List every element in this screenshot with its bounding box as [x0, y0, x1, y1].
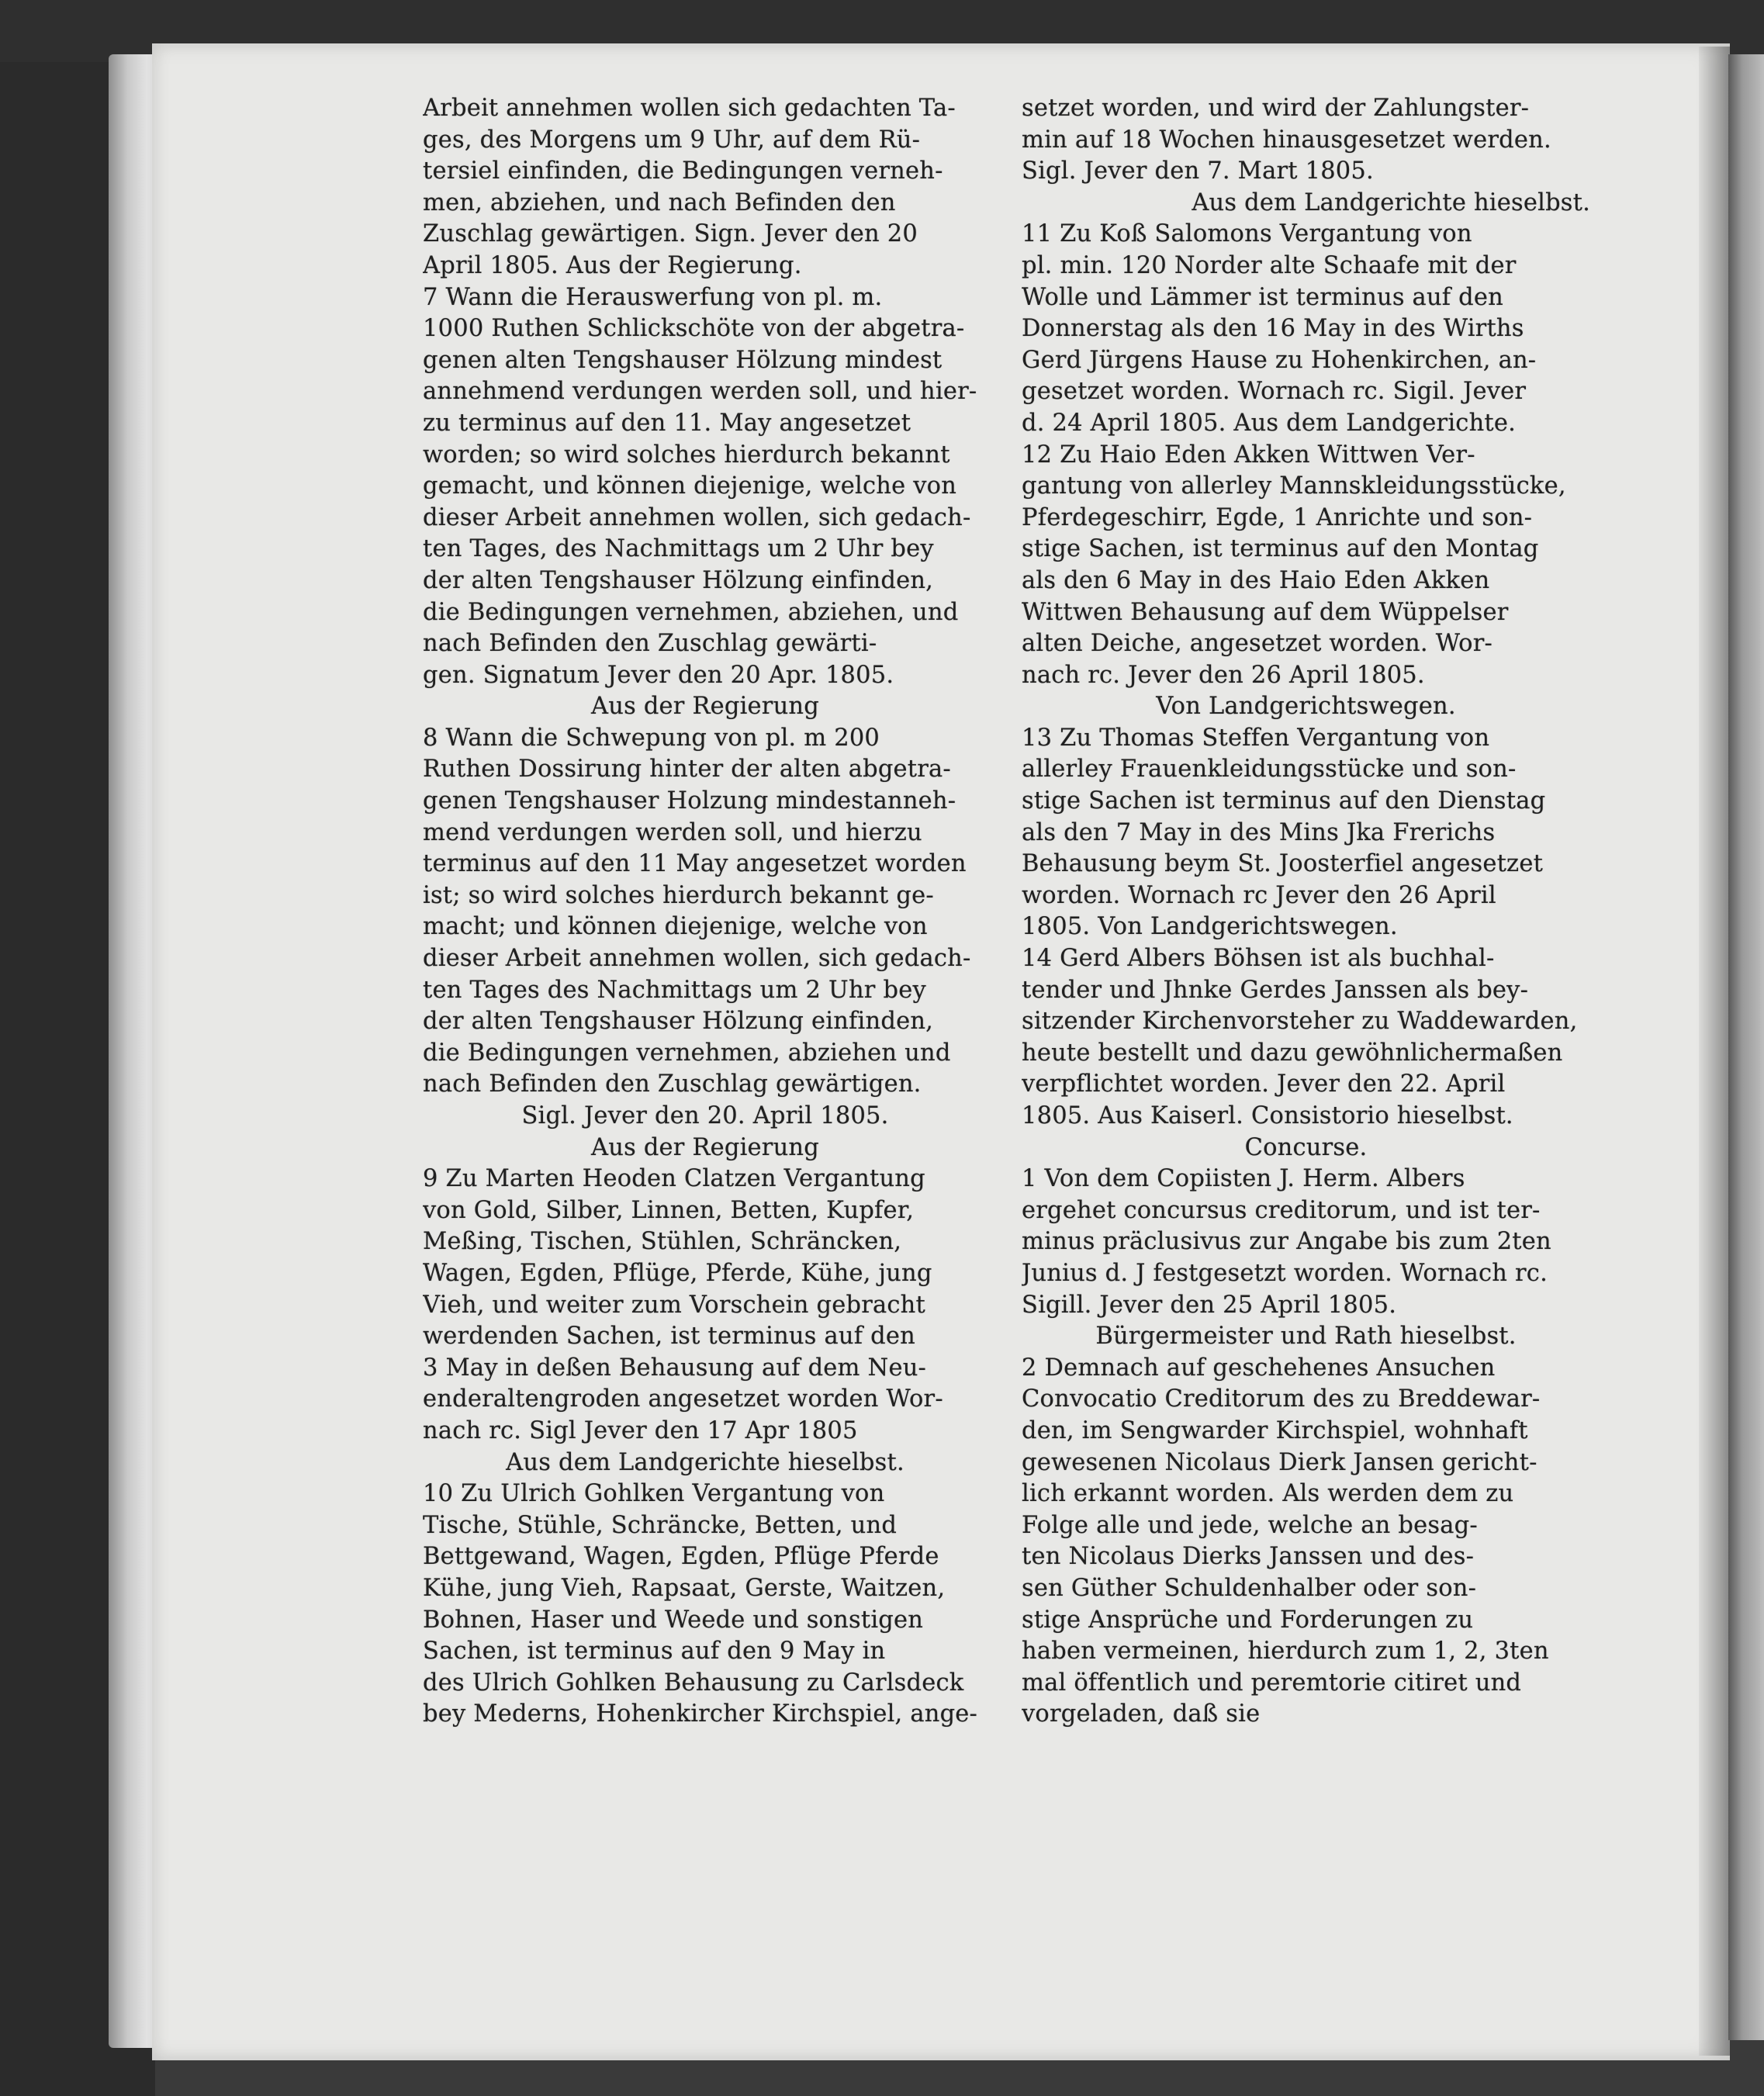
- text-line: nach Befinden den Zuschlag gewärtigen.: [423, 1070, 922, 1098]
- text-line: nach rc. Sigl Jever den 17 Apr 1805: [423, 1416, 858, 1444]
- text-line: ergehet concursus creditorum, und ist ter-: [1022, 1196, 1541, 1224]
- text-line: Wagen, Egden, Pflüge, Pferde, Kühe, jung: [423, 1259, 932, 1287]
- text-line: gemacht, und können diejenige, welche von: [423, 472, 957, 500]
- text-line: Von Landgerichtswegen.: [1156, 693, 1456, 721]
- text-line: Wittwen Behausung auf dem Wüppelser: [1022, 598, 1509, 626]
- text-line: nach Befinden den Zuschlag gewärti-: [423, 630, 877, 658]
- text-line: nach rc. Jever den 26 April 1805.: [1022, 661, 1425, 689]
- text-line: Bohnen, Haser und Weede und sonstigen: [423, 1606, 924, 1634]
- text-line: Donnerstag als den 16 May in des Wirths: [1022, 315, 1524, 343]
- text-line: 13 Zu Thomas Steffen Vergantung von: [1022, 724, 1490, 752]
- gutter-shadow: [1699, 47, 1730, 2056]
- text-line: Sigl. Jever den 20. April 1805.: [521, 1102, 889, 1129]
- text-line: Bürgermeister und Rath hieselbst.: [1095, 1323, 1517, 1351]
- text-line: Arbeit annehmen wollen sich gedachten Ta-: [423, 95, 956, 122]
- text-line: Gerd Jürgens Hause zu Hohenkirchen, an-: [1022, 346, 1537, 374]
- text-line: ten Nicolaus Dierks Janssen und des-: [1022, 1543, 1475, 1571]
- text-line: annehmend verdungen werden soll, und hier-: [423, 378, 977, 406]
- right-text-column: [1022, 93, 1590, 1731]
- text-line: men, abziehen, und nach Befinden den: [423, 189, 896, 216]
- text-line: Vieh, und weiter zum Vorschein gebracht: [423, 1291, 925, 1319]
- text-line: tender und Jhnke Gerdes Janssen als bey-: [1022, 976, 1529, 1004]
- text-line: 10 Zu Ulrich Gohlken Vergantung von: [423, 1480, 885, 1508]
- text-line: haben vermeinen, hierdurch zum 1, 2, 3ten: [1022, 1638, 1549, 1665]
- text-line: gesetzet worden. Wornach rc. Sigil. Jever: [1022, 378, 1527, 406]
- text-line: April 1805. Aus der Regierung.: [423, 251, 802, 279]
- text-line: die Bedingungen vernehmen, abziehen und: [423, 1039, 951, 1067]
- text-line: vorgeladen, daß sie: [1022, 1700, 1261, 1728]
- text-line: des Ulrich Gohlken Behausung zu Carlsdeck: [423, 1669, 964, 1697]
- text-line: tersiel einfinden, die Bedingungen verneh-: [423, 157, 943, 185]
- text-line: Behausung beym St. Joosterfiel angesetzet: [1022, 850, 1544, 878]
- text-line: Pferdegeschirr, Egde, 1 Anrichte und son-: [1022, 503, 1533, 531]
- text-line: die Bedingungen vernehmen, abziehen, und: [423, 598, 959, 626]
- text-line: ist; so wird solches hierdurch bekannt ge-: [423, 881, 934, 909]
- text-line: Wolle und Lämmer ist terminus auf den: [1022, 283, 1503, 311]
- text-line: worden. Wornach rc Jever den 26 April: [1022, 881, 1496, 909]
- text-line: 1805. Von Landgerichtswegen.: [1022, 913, 1398, 941]
- text-line: ges, des Morgens um 9 Uhr, auf dem Rü-: [423, 126, 921, 154]
- next-page-edge: [1728, 54, 1764, 2040]
- text-line: dieser Arbeit annehmen wollen, sich gedach-: [423, 945, 971, 973]
- text-line: Aus der Regierung: [591, 693, 819, 721]
- text-line: Sigill. Jever den 25 April 1805.: [1022, 1291, 1397, 1319]
- text-line: Kühe, jung Vieh, Rapsaat, Gerste, Waitzen,: [423, 1574, 946, 1602]
- text-line: genen Tengshauser Holzung mindestanneh-: [423, 787, 956, 815]
- text-line: 2 Demnach auf geschehenes Ansuchen: [1022, 1354, 1496, 1382]
- text-line: pl. min. 120 Norder alte Schaafe mit der: [1022, 251, 1517, 279]
- text-line: ten Tages des Nachmittags um 2 Uhr bey: [423, 976, 926, 1004]
- text-line: 7 Wann die Herauswerfung von pl. m.: [423, 283, 883, 311]
- text-line: Aus dem Landgerichte hieselbst.: [1192, 189, 1590, 216]
- text-line: mend verdungen werden soll, und hierzu: [423, 818, 922, 846]
- text-line: genen alten Tengshauser Hölzung mindest: [423, 346, 943, 374]
- text-line: gantung von allerley Mannskleidungsstücke,: [1022, 472, 1566, 500]
- text-line: 1 Von dem Copiisten J. Herm. Albers: [1022, 1165, 1465, 1193]
- text-line: sitzender Kirchenvorsteher zu Waddewarden,: [1022, 1008, 1578, 1036]
- text-line: Meßing, Tischen, Stühlen, Schräncken,: [423, 1228, 902, 1256]
- text-line: 1000 Ruthen Schlickschöte von der abgetra-: [423, 315, 965, 343]
- text-line: heute bestellt und dazu gewöhnlichermaßen: [1022, 1039, 1563, 1067]
- text-line: Sigl. Jever den 7. Mart 1805.: [1022, 157, 1374, 185]
- text-line: min auf 18 Wochen hinausgesetzet werden.: [1022, 126, 1551, 154]
- text-line: setzet worden, und wird der Zahlungster-: [1022, 95, 1530, 122]
- text-line: sen Güther Schuldenhalber oder son-: [1022, 1574, 1477, 1602]
- text-line: worden; so wird solches hierdurch bekannt: [423, 441, 950, 469]
- text-line: Concurse.: [1244, 1133, 1368, 1161]
- left-text-column: [423, 93, 987, 1731]
- text-line: Zuschlag gewärtigen. Sign. Jever den 20: [423, 220, 918, 248]
- text-line: der alten Tengshauser Hölzung einfinden,: [423, 1008, 934, 1036]
- text-line: terminus auf den 11 May angesetzet worden: [423, 850, 967, 878]
- text-line: bey Mederns, Hohenkircher Kirchspiel, ange-: [423, 1700, 978, 1728]
- text-line: dieser Arbeit annehmen wollen, sich gedach-: [423, 503, 971, 531]
- text-line: mal öffentlich und peremtorie citiret und: [1022, 1669, 1522, 1697]
- text-line: stige Sachen ist terminus auf den Dienstag: [1022, 787, 1546, 815]
- text-line: werdenden Sachen, ist terminus auf den: [423, 1323, 915, 1351]
- text-line: 3 May in deßen Behausung auf dem Neu-: [423, 1354, 927, 1382]
- text-line: Bettgewand, Wagen, Egden, Pflüge Pferde: [423, 1543, 939, 1571]
- text-line: enderaltengroden angesetzet worden Wor-: [423, 1385, 943, 1413]
- text-line: lich erkannt worden. Als werden dem zu: [1022, 1480, 1514, 1508]
- text-line: alten Deiche, angesetzet worden. Wor-: [1022, 630, 1493, 658]
- text-line: verpflichtet worden. Jever den 22. April: [1022, 1070, 1506, 1098]
- text-line: ten Tages, des Nachmittags um 2 Uhr bey: [423, 535, 934, 563]
- text-line: von Gold, Silber, Linnen, Betten, Kupfer,: [423, 1196, 915, 1224]
- text-line: gewesenen Nicolaus Dierk Jansen gericht-: [1022, 1448, 1537, 1476]
- text-line: minus präclusivus zur Angabe bis zum 2ten: [1022, 1228, 1551, 1256]
- text-line: der alten Tengshauser Hölzung einfinden,: [423, 566, 934, 594]
- text-line: Tische, Stühle, Schräncke, Betten, und: [423, 1511, 898, 1539]
- text-line: 11 Zu Koß Salomons Vergantung von: [1022, 220, 1472, 248]
- text-line: Sachen, ist terminus auf den 9 May in: [423, 1638, 886, 1665]
- text-line: gen. Signatum Jever den 20 Apr. 1805.: [423, 661, 894, 689]
- text-line: macht; und können diejenige, welche von: [423, 913, 928, 941]
- text-line: d. 24 April 1805. Aus dem Landgerichte.: [1022, 409, 1517, 437]
- text-line: 14 Gerd Albers Böhsen ist als buchhal-: [1022, 945, 1495, 973]
- text-line: den, im Sengwarder Kirchspiel, wohnhaft: [1022, 1416, 1528, 1444]
- text-line: 9 Zu Marten Heoden Clatzen Vergantung: [423, 1165, 925, 1193]
- text-line: Convocatio Creditorum des zu Breddewar-: [1022, 1385, 1541, 1413]
- text-line: stige Sachen, ist terminus auf den Montag: [1022, 535, 1539, 563]
- text-line: Aus dem Landgerichte hieselbst.: [506, 1448, 904, 1476]
- text-line: 8 Wann die Schwepung von pl. m 200: [423, 724, 880, 752]
- text-line: Folge alle und jede, welche an besag-: [1022, 1511, 1478, 1539]
- text-line: als den 7 May in des Mins Jka Frerichs: [1022, 818, 1496, 846]
- text-line: als den 6 May in des Haio Eden Akken: [1022, 566, 1490, 594]
- text-line: Junius d. J festgesetzt worden. Wornach rc.: [1022, 1259, 1548, 1287]
- text-line: Aus der Regierung: [591, 1133, 819, 1161]
- text-line: stige Ansprüche und Forderungen zu: [1022, 1606, 1474, 1634]
- text-line: Ruthen Dossirung hinter der alten abgetra-: [423, 756, 951, 783]
- text-line: zu terminus auf den 11. May angesetzet: [423, 409, 911, 437]
- text-line: 1805. Aus Kaiserl. Consistorio hieselbst.: [1022, 1102, 1513, 1129]
- text-line: allerley Frauenkleidungsstücke und son-: [1022, 756, 1517, 783]
- text-line: 12 Zu Haio Eden Akken Wittwen Ver-: [1022, 441, 1475, 469]
